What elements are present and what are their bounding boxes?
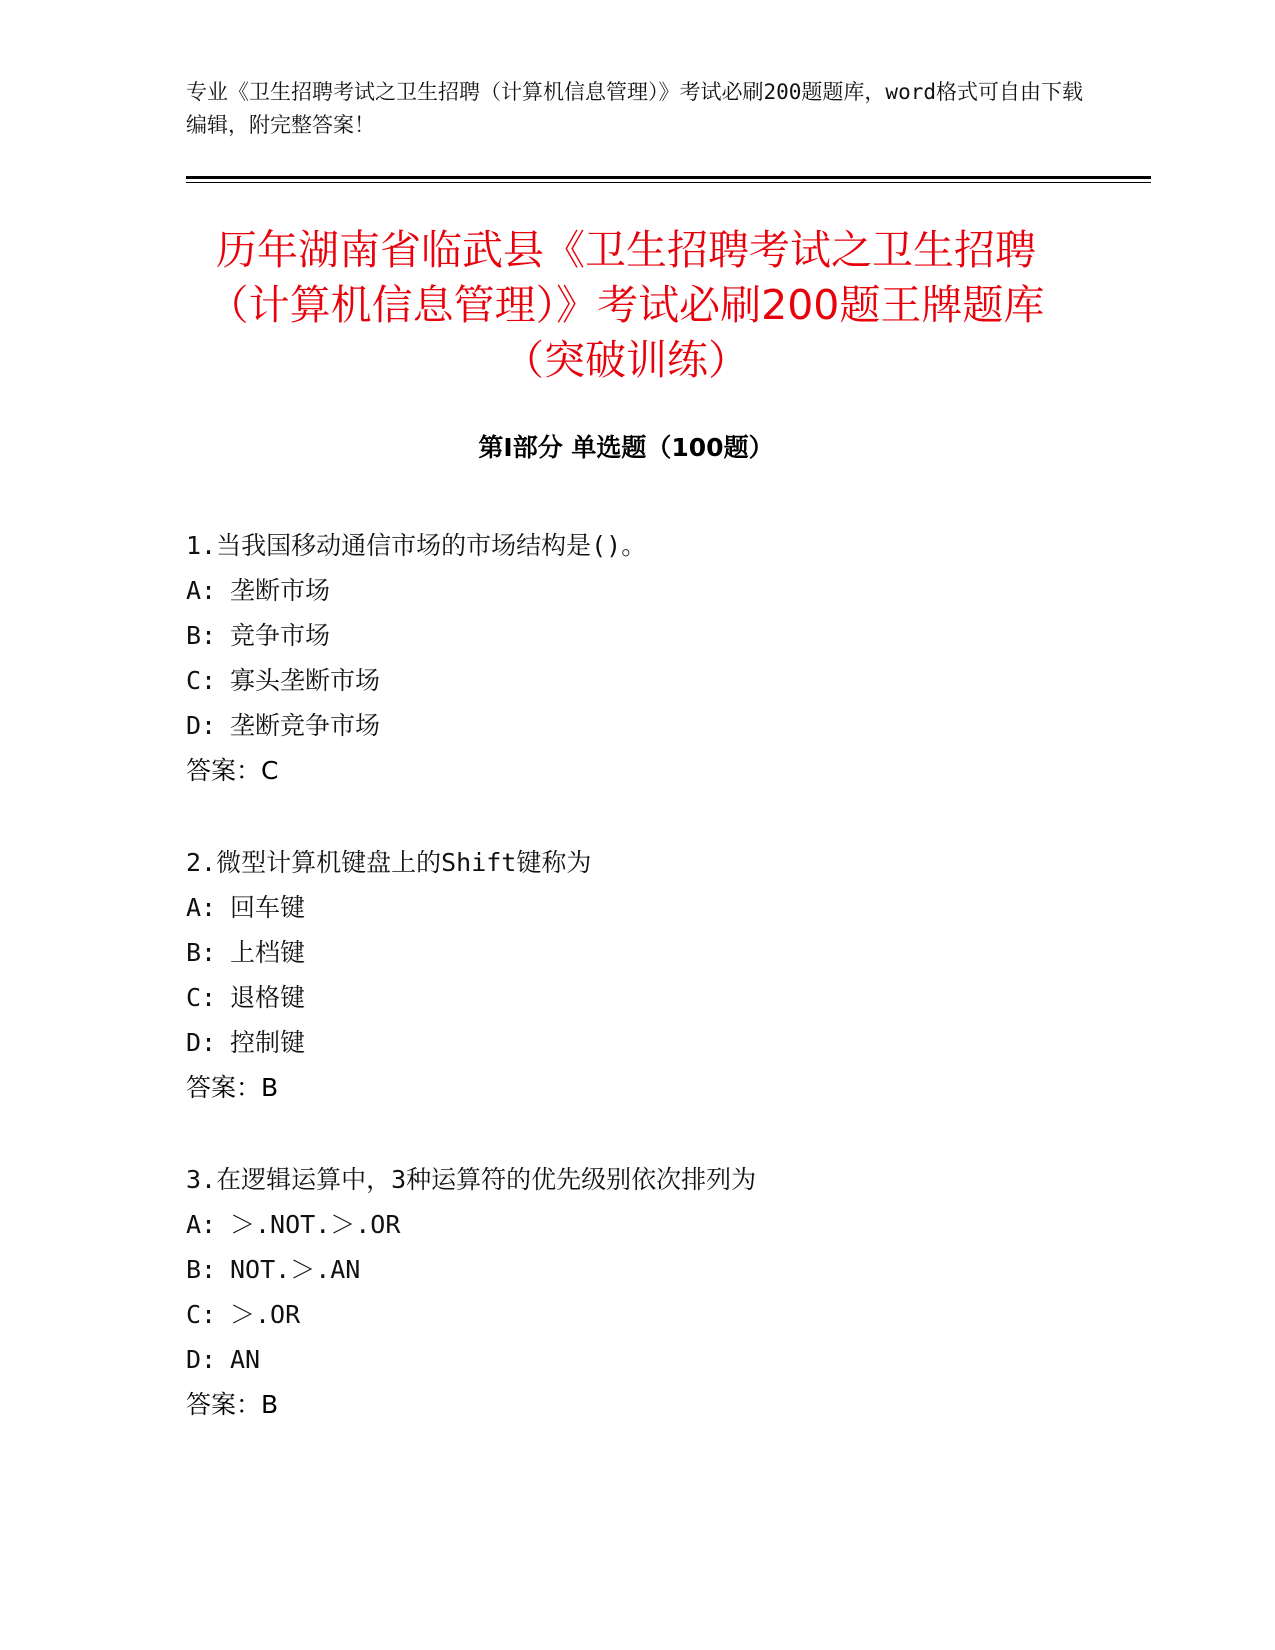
option-key: B: [186, 1255, 217, 1284]
option-key: D: [186, 1028, 217, 1057]
option-a [186, 885, 1086, 930]
section-heading: 第I部分 单选题（100题） [478, 433, 774, 462]
option-key: A: [186, 576, 217, 605]
option-c [186, 658, 1086, 703]
document-title: 历年湖南省临武县《卫生招聘考试之卫生招聘（计算机信息管理）》考试必刷200题王牌题库（突破训练） [207, 226, 1045, 384]
header-note: 专业《卫生招聘考试之卫生招聘（计算机信息管理）》考试必刷200题题库，word格式可自由下载编辑，附完整答案！ [186, 80, 1083, 137]
answer-line: 答案：B [186, 1390, 279, 1419]
option-b [186, 1247, 1086, 1292]
question-1 [186, 523, 1086, 793]
option-text: NOT.＞.AN [230, 1255, 361, 1284]
question-stem: 2.微型计算机键盘上的Shift键称为 [186, 848, 592, 877]
question-2 [186, 840, 1086, 1110]
option-text: 上档键 [230, 938, 306, 967]
option-d [186, 703, 1086, 748]
option-a [186, 1202, 1086, 1247]
question-stem: 3.在逻辑运算中，3种运算符的优先级别依次排列为 [186, 1165, 757, 1194]
option-text: ＞.OR [230, 1300, 301, 1329]
header-divider-thin [186, 182, 1151, 183]
option-text: 竞争市场 [230, 621, 331, 650]
option-a [186, 568, 1086, 613]
option-key: B: [186, 938, 217, 967]
header-divider-thick [186, 176, 1151, 179]
option-key: C: [186, 983, 217, 1012]
option-text: 寡头垄断市场 [230, 666, 381, 695]
option-key: B: [186, 621, 217, 650]
question-3 [186, 1157, 1086, 1427]
option-key: C: [186, 666, 217, 695]
option-text: 垄断竞争市场 [230, 711, 381, 740]
option-key: A: [186, 1210, 217, 1239]
option-d [186, 1020, 1086, 1065]
option-key: D: [186, 1345, 217, 1374]
option-c [186, 975, 1086, 1020]
option-key: A: [186, 893, 217, 922]
option-text: 回车键 [230, 893, 306, 922]
answer-line: 答案：B [186, 1073, 279, 1102]
option-b [186, 930, 1086, 975]
question-stem: 1.当我国移动通信市场的市场结构是()。 [186, 531, 647, 560]
option-text: AN [230, 1345, 261, 1374]
option-text: ＞.NOT.＞.OR [230, 1210, 401, 1239]
option-key: C: [186, 1300, 217, 1329]
option-c [186, 1292, 1086, 1337]
option-d [186, 1337, 1086, 1382]
answer-line: 答案：C [186, 756, 279, 785]
option-text: 退格键 [230, 983, 306, 1012]
option-text: 控制键 [230, 1028, 306, 1057]
option-text: 垄断市场 [230, 576, 331, 605]
option-key: D: [186, 711, 217, 740]
option-b [186, 613, 1086, 658]
